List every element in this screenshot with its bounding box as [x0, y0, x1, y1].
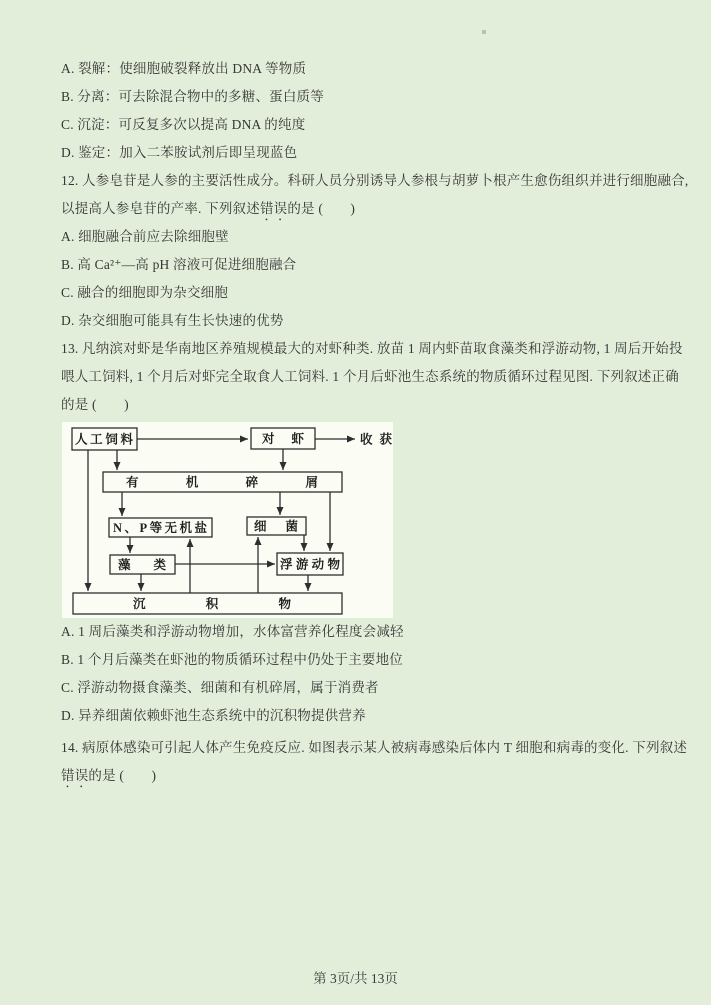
- q12-option-d: D. 杂交细胞可能具有生长快速的优势: [61, 313, 284, 328]
- q13-stem-line2: 喂人工饲料, 1 个月后对虾完全取食人工饲料. 1 个月后虾池生态系统的物质循环过程见图. 下列叙述正确: [61, 369, 679, 384]
- q13-stem-line1: 13. 凡纳滨对虾是华南地区养殖规模最大的对虾种类. 放苗 1 周内虾苗取食藻类和浮游动物, 1 周后开始投: [61, 341, 683, 356]
- q12-stem-emphasis: 错误: [259, 201, 288, 216]
- q12-stem-line2: [61, 195, 667, 223]
- q13-option-b: B. 1 个月后藻类在虾池的物质循环过程中仍处于主要地位: [61, 652, 403, 667]
- q11-option-c: C. 沉淀：可反复多次以提高 DNA 的纯度: [61, 117, 306, 132]
- q11-option-b: B. 分离：可去除混合物中的多糖、蛋白质等: [61, 89, 324, 104]
- q14-stem-emphasis: 错误: [61, 768, 89, 783]
- q13-option-a: A. 1 周后藻类和浮游动物增加，水体富营养化程度会减轻: [61, 624, 404, 639]
- node-label-zooplankton: 浮游动物: [280, 557, 340, 572]
- diagram-background: [62, 422, 393, 618]
- node-label-debris: 有机碎屑: [126, 475, 318, 490]
- q14-stem-line2-post: 的是 ( ): [88, 768, 157, 783]
- q11-option-d: D. 鉴定：加入二苯胺试剂后即呈现蓝色: [61, 145, 298, 160]
- q14-stem-line2: [61, 762, 667, 790]
- q12-option-b: B. 高 Ca²⁺—高 pH 溶液可促进细胞融合: [61, 257, 297, 272]
- node-label-feed: 人工饲料: [75, 432, 133, 447]
- q13-material-cycle-diagram: [62, 422, 393, 618]
- q14-stem-line1: 14. 病原体感染可引起人体产生免疫反应. 如图表示某人被病毒感染后体内 T 细胞和病毒的变化. 下列叙述: [61, 740, 688, 755]
- q12-option-a: A. 细胞融合前应去除细胞壁: [61, 229, 229, 244]
- node-label-sediment: 沉积物: [133, 597, 291, 611]
- q13-stem-line3: 的是 ( ): [61, 397, 129, 412]
- node-label-algae: 藻类: [118, 558, 166, 572]
- q11-option-a: A. 裂解：使细胞破裂释放出 DNA 等物质: [61, 61, 307, 76]
- page-number-footer: 第 3页/共 13页: [313, 971, 398, 986]
- page-content: [61, 55, 689, 790]
- scan-artifact-dot: [482, 30, 486, 34]
- q13-option-c: C. 浮游动物摄食藻类、细菌和有机碎屑，属于消费者: [61, 680, 379, 695]
- q12-option-c: C. 融合的细胞即为杂交细胞: [61, 285, 229, 300]
- node-label-bacteria: 细菌: [254, 519, 298, 534]
- q13-option-d: D. 异养细菌依赖虾池生态系统中的沉积物提供营养: [61, 708, 366, 723]
- q12-stem-line2-pre: 以提高人参皂苷的产率. 下列叙述: [61, 201, 260, 216]
- node-label-salts: N、P等无机盐: [113, 521, 207, 535]
- q12-stem-line1: 12. 人参皂苷是人参的主要活性成分。科研人员分别诱导人参根与胡萝卜根产生愈伤组织并进行细胞融合,: [61, 173, 689, 188]
- node-label-harvest: 收获: [360, 432, 392, 447]
- q12-stem-line2-post: 的是 ( ): [287, 201, 356, 216]
- node-label-shrimp: 对虾: [262, 432, 304, 446]
